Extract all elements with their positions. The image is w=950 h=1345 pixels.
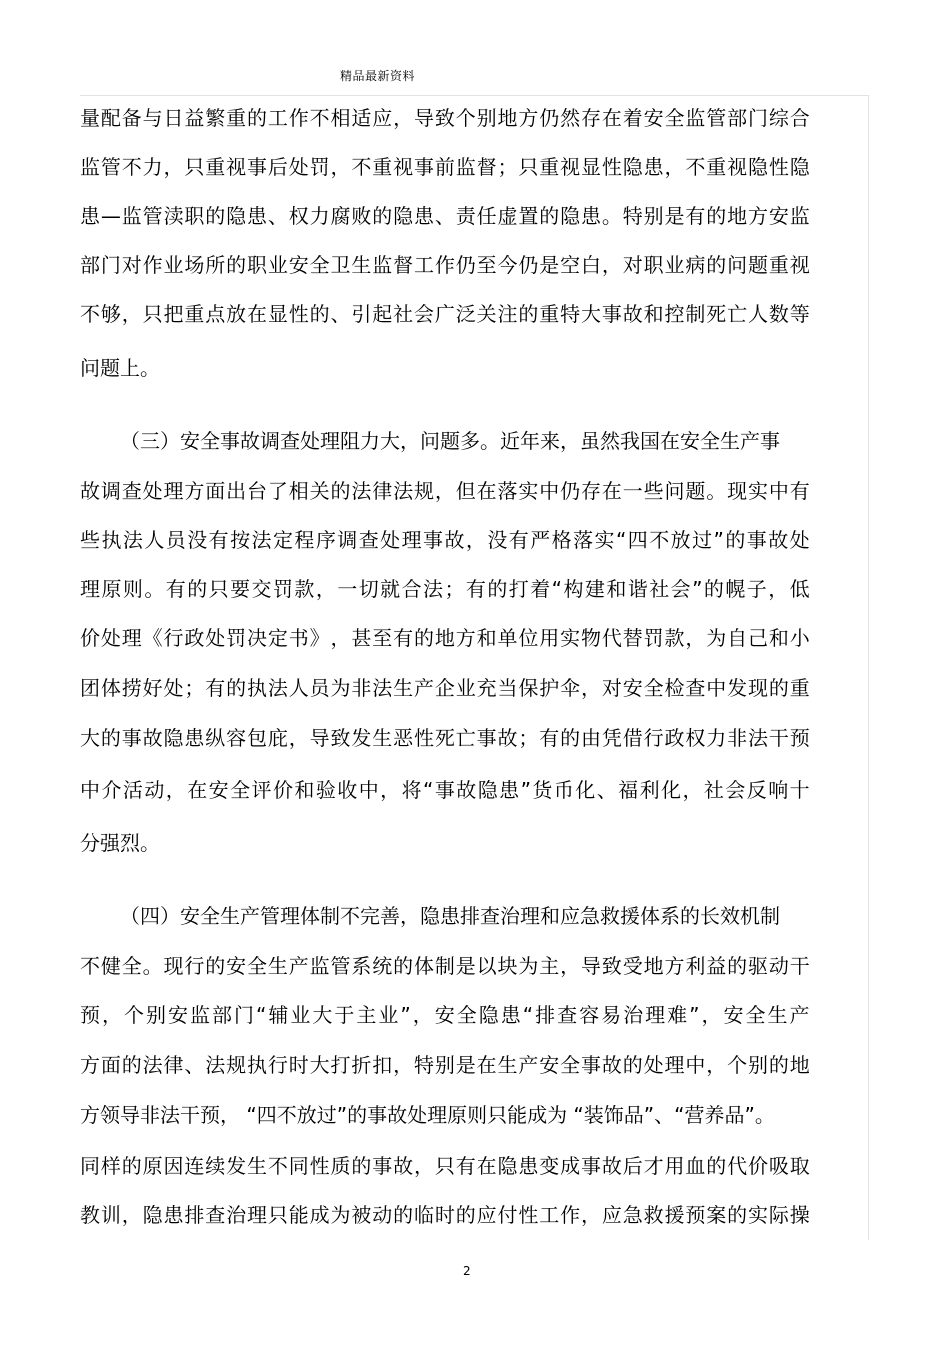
paragraph-2-line-2: 故 调 查 处 理 方 面 出 台 了 相 关 的 法 律 法 规 ， 但 在 落 实 中 仍 存 在 一 些 问 题 。 现 实 中 有	[80, 479, 810, 503]
right-margin-rule	[868, 95, 869, 1240]
paragraph-2-line-7: 大 的 事 故 隐 患 纵 容 包 庇 ， 导 致 发 生 恶 性 死 亡 事 故 ； 有 的 由 凭 借 行 政 权 力 非 法 干 预	[80, 726, 810, 750]
paragraph-3-line-5: 方领导非法干预， “四不放过”的事故处理原则只能成为 “装饰品”、“营养品”。	[80, 1103, 775, 1127]
paragraph-2-line-3: 些 执 法 人 员 没 有 按 法 定 程 序 调 查 处 理 事 故 ， 没 有 严 格 落 实 “ 四 不 放 过 ” 的 事 故 处	[80, 528, 810, 552]
paragraph-2-line-1: （三）安全事故调查处理阻力大，问题多。近年来，虽然我国在安全生产事	[120, 429, 780, 453]
paragraph-2-line-6: 团 体 捞 好 处 ； 有 的 执 法 人 员 为 非 法 生 产 企 业 充 当 保 护 伞 ， 对 安 全 检 查 中 发 现 的 重	[80, 676, 810, 700]
paragraph-3-line-2: 不 健 全 。 现 行 的 安 全 生 产 监 管 系 统 的 体 制 是 以 块 为 主 ， 导 致 受 地 方 利 益 的 驱 动 干	[80, 954, 810, 978]
paragraph-1-line-6: 问题上。	[80, 356, 160, 380]
paragraph-2-line-5: 价 处 理 《 行 政 处 罚 决 定 书 》 ， 甚 至 有 的 地 方 和 单 位 用 实 物 代 替 罚 款 ， 为 自 己 和 小	[80, 626, 810, 650]
paragraph-3-line-4: 方 面 的 法 律 、 法 规 执 行 时 大 打 折 扣 ， 特 别 是 在 生 产 安 全 事 故 的 处 理 中 ， 个 别 的 地	[80, 1053, 810, 1077]
paragraph-1-line-5: 不 够 ， 只 把 重 点 放 在 显 性 的 、 引 起 社 会 广 泛 关 注 的 重 特 大 事 故 和 控 制 死 亡 人 数 等	[80, 302, 810, 326]
paragraph-1-line-3: 患 — 监 管 渎 职 的 隐 患 、 权 力 腐 败 的 隐 患 、 责 任 虚 置 的 隐 患 。 特 别 是 有 的 地 方 安 监	[80, 204, 810, 228]
paragraph-2-line-9: 分强烈。	[80, 831, 160, 855]
paragraph-3-line-6: 同 样 的 原 因 连 续 发 生 不 同 性 质 的 事 故 ， 只 有 在 隐 患 变 成 事 故 后 才 用 血 的 代 价 吸 取	[80, 1154, 810, 1178]
paragraph-2-line-8: 中 介 活 动 ， 在 安 全 评 价 和 验 收 中 ， 将 “ 事 故 隐 患 ” 货 币 化 、 福 利 化 ， 社 会 反 响 十	[80, 778, 810, 802]
header-rule	[80, 95, 868, 96]
page-header: 精品最新资料	[340, 69, 416, 83]
paragraph-3-line-7: 教 训 ， 隐 患 排 查 治 理 只 能 成 为 被 动 的 临 时 的 应 付 性 工 作 ， 应 急 救 援 预 案 的 实 际 操	[80, 1203, 810, 1227]
paragraph-3-line-1: （四）安全生产管理体制不完善，隐患排查治理和应急救援体系的长效机制	[120, 904, 780, 928]
paragraph-3-line-3: 预 ， 个 别 安 监 部 门 “ 辅 业 大 于 主 业 ” ， 安 全 隐 患 “ 排 查 容 易 治 理 难 ” ， 安 全 生 产	[80, 1003, 810, 1027]
paragraph-2-line-4: 理 原 则 。 有 的 只 要 交 罚 款 ， 一 切 就 合 法 ； 有 的 打 着 “ 构 建 和 谐 社 会 ” 的 幌 子 ， 低	[80, 577, 810, 601]
paragraph-1-line-4: 部 门 对 作 业 场 所 的 职 业 安 全 卫 生 监 督 工 作 仍 至 今 仍 是 空 白 ， 对 职 业 病 的 问 题 重 视	[80, 253, 810, 277]
paragraph-1-line-2: 监 管 不 力 ， 只 重 视 事 后 处 罚 ， 不 重 视 事 前 监 督 ； 只 重 视 显 性 隐 患 ， 不 重 视 隐 性 隐	[80, 155, 810, 179]
page-number: 2	[463, 1264, 471, 1278]
paragraph-1-line-1: 量 配 备 与 日 益 繁 重 的 工 作 不 相 适 应 ， 导 致 个 别 地 方 仍 然 存 在 着 安 全 监 管 部 门 综 合	[80, 106, 810, 130]
